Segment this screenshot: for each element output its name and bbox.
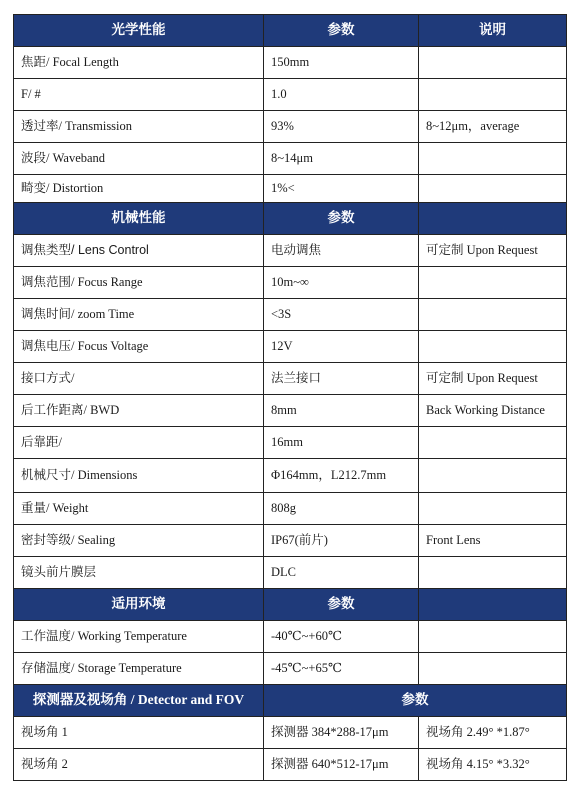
param-note: 8~12μm，average	[419, 111, 567, 143]
table-row	[14, 557, 567, 589]
table-row	[14, 111, 567, 143]
table-row	[14, 79, 567, 111]
param-name: 后靠距/	[14, 427, 264, 459]
param-name: 调焦时间/ zoom Time	[14, 299, 264, 331]
table-row	[14, 621, 567, 653]
table-row	[14, 267, 567, 299]
param-note	[419, 653, 567, 685]
header-cell	[419, 203, 567, 235]
param-name: 后工作距离/ BWD	[14, 395, 264, 427]
param-value: 12V	[264, 331, 419, 363]
header-cell: 参数	[264, 589, 419, 621]
param-name: 镜头前片膜层	[14, 557, 264, 589]
param-note	[419, 143, 567, 175]
param-note	[419, 175, 567, 203]
param-note	[419, 47, 567, 79]
param-note	[419, 299, 567, 331]
param-note: 视场角 2.49° *1.87°	[419, 717, 567, 749]
table-row	[14, 525, 567, 557]
param-note	[419, 267, 567, 299]
param-name: 透过率/ Transmission	[14, 111, 264, 143]
param-note	[419, 493, 567, 525]
table-row	[14, 493, 567, 525]
param-value: 电动调焦	[264, 235, 419, 267]
param-name: 视场角 1	[14, 717, 264, 749]
header-cell: 参数	[264, 685, 567, 717]
section-header-mechanical	[14, 203, 567, 235]
param-name: 畸变/ Distortion	[14, 175, 264, 203]
header-cell: 参数	[264, 203, 419, 235]
table-row	[14, 331, 567, 363]
param-value: <3S	[264, 299, 419, 331]
param-name: 工作温度/ Working Temperature	[14, 621, 264, 653]
param-note	[419, 79, 567, 111]
param-note	[419, 427, 567, 459]
param-value: Φ164mm，L212.7mm	[264, 459, 419, 493]
header-cell	[419, 589, 567, 621]
section-header-optical	[14, 15, 567, 47]
param-value: 150mm	[264, 47, 419, 79]
header-cell: 机械性能	[14, 203, 264, 235]
param-name: 调焦范围/ Focus Range	[14, 267, 264, 299]
header-cell: 参数	[264, 15, 419, 47]
param-value: -45℃~+65℃	[264, 653, 419, 685]
section-header-detector	[14, 685, 567, 717]
param-note	[419, 621, 567, 653]
param-note: Front Lens	[419, 525, 567, 557]
param-name: 机械尺寸/ Dimensions	[14, 459, 264, 493]
param-name: 焦距/ Focal Length	[14, 47, 264, 79]
param-name: 波段/ Waveband	[14, 143, 264, 175]
param-note	[419, 557, 567, 589]
param-note: 可定制 Upon Request	[419, 363, 567, 395]
table-row	[14, 717, 567, 749]
section-header-environment	[14, 589, 567, 621]
table-row	[14, 47, 567, 79]
header-cell: 探测器及视场角 / Detector and FOV	[14, 685, 264, 717]
param-name: 存储温度/ Storage Temperature	[14, 653, 264, 685]
table-row	[14, 749, 567, 781]
param-note	[419, 331, 567, 363]
param-name: 密封等级/ Sealing	[14, 525, 264, 557]
header-cell: 说明	[419, 15, 567, 47]
param-value: 探测器 384*288-17μm	[264, 717, 419, 749]
param-name: 接口方式/	[14, 363, 264, 395]
param-value: 93%	[264, 111, 419, 143]
param-name: 调焦电压/ Focus Voltage	[14, 331, 264, 363]
param-value: 探测器 640*512-17μm	[264, 749, 419, 781]
table-row	[14, 395, 567, 427]
param-value: 法兰接口	[264, 363, 419, 395]
table-row	[14, 299, 567, 331]
param-name: 重量/ Weight	[14, 493, 264, 525]
param-value: DLC	[264, 557, 419, 589]
param-value: 808g	[264, 493, 419, 525]
param-name: 调焦类型/ Lens Control	[14, 235, 264, 267]
table-row	[14, 143, 567, 175]
param-value: 10m~∞	[264, 267, 419, 299]
param-value: IP67(前片)	[264, 525, 419, 557]
param-value: 8mm	[264, 395, 419, 427]
param-note: Back Working Distance	[419, 395, 567, 427]
header-cell: 光学性能	[14, 15, 264, 47]
param-note: 视场角 4.15° *3.32°	[419, 749, 567, 781]
param-value: 16mm	[264, 427, 419, 459]
header-cell: 适用环境	[14, 589, 264, 621]
param-value: -40℃~+60℃	[264, 621, 419, 653]
spec-table	[13, 14, 567, 781]
param-name: 视场角 2	[14, 749, 264, 781]
table-row	[14, 363, 567, 395]
table-row	[14, 653, 567, 685]
table-row	[14, 175, 567, 203]
param-value: 1%<	[264, 175, 419, 203]
table-row	[14, 427, 567, 459]
param-note: 可定制 Upon Request	[419, 235, 567, 267]
param-name: F/ #	[14, 79, 264, 111]
param-value: 1.0	[264, 79, 419, 111]
param-value: 8~14μm	[264, 143, 419, 175]
table-row	[14, 235, 567, 267]
table-row	[14, 459, 567, 493]
param-note	[419, 459, 567, 493]
